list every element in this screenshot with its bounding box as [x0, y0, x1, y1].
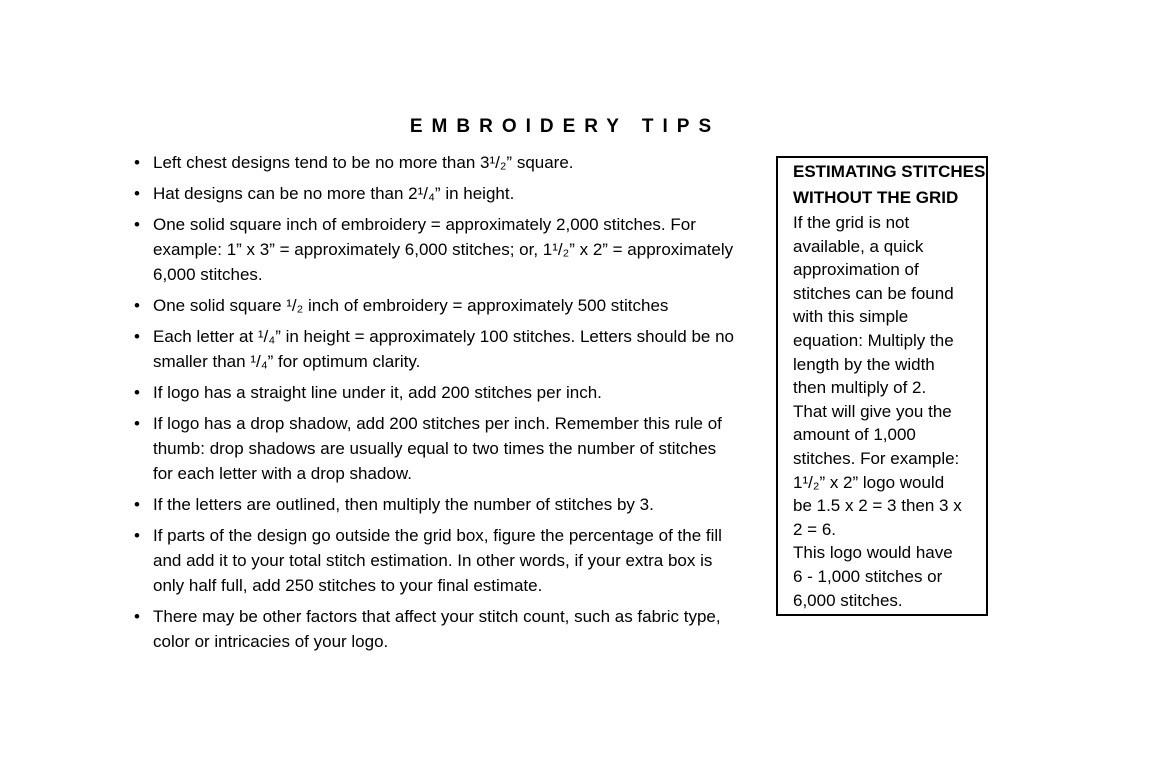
sidebar-title-line: ESTIMATING STITCHES: [793, 162, 986, 181]
tip-line: Left chest designs tend to be no more than 3¹/₂” square.: [153, 153, 574, 172]
tip-item: [134, 324, 776, 374]
tip-line: If logo has a straight line under it, add 200 stitches per inch.: [153, 383, 602, 402]
bullet-icon: •: [134, 495, 140, 514]
tip-item: [134, 181, 776, 206]
estimating-stitches-sidebar: [776, 156, 988, 616]
sidebar-line: approximation of: [793, 260, 919, 280]
tip-item: [134, 212, 776, 287]
sidebar-line: stitches can be found: [793, 283, 954, 303]
bullet-icon: •: [134, 215, 140, 234]
tip-line: There may be other factors that affect your stitch count, such as fabric type,: [153, 607, 721, 626]
bullet-icon: •: [134, 414, 140, 433]
bullet-icon: •: [134, 296, 140, 315]
bullet-icon: •: [134, 526, 140, 545]
tip-line: smaller than ¹/₄” for optimum clarity.: [153, 352, 421, 371]
sidebar-line: then multiply of 2.: [793, 378, 927, 398]
tip-line: One solid square ¹/₂ inch of embroidery = approximately 500 stitches: [153, 296, 669, 315]
tip-item: [134, 604, 776, 654]
tip-line: for each letter with a drop shadow.: [153, 464, 412, 483]
bullet-icon: •: [134, 383, 140, 402]
sidebar-line: with this simple: [793, 307, 909, 327]
sidebar-line: If the grid is not: [793, 213, 910, 232]
tip-line: Hat designs can be no more than 2¹/₄” in height.: [153, 184, 515, 203]
sidebar-line: 6 - 1,000 stitches or: [793, 566, 943, 586]
tip-line: Each letter at ¹/₄” in height = approximately 100 stitches. Letters should be no: [153, 327, 735, 346]
tip-line: If the letters are outlined, then multiply the number of stitches by 3.: [153, 495, 654, 514]
tip-line: If parts of the design go outside the grid box, figure the percentage of the fill: [153, 526, 722, 545]
tip-line: If logo has a drop shadow, add 200 stitches per inch. Remember this rule of: [153, 414, 722, 433]
tip-line: 6,000 stitches.: [153, 265, 263, 284]
sidebar-line: 6,000 stitches.: [793, 590, 903, 610]
tip-item: [134, 523, 776, 598]
sidebar-line: equation: Multiply the: [793, 330, 954, 350]
sidebar-line: 2 = 6.: [793, 519, 837, 539]
sidebar-line: be 1.5 x 2 = 3 then 3 x: [793, 496, 962, 516]
tip-line: thumb: drop shadows are usually equal to two times the number of stitches: [153, 439, 717, 458]
tips-list: [134, 150, 776, 660]
tip-line: and add it to your total stitch estimation. In other words, if your extra box is: [153, 551, 713, 570]
bullet-icon: •: [134, 607, 140, 626]
sidebar-title: [793, 159, 986, 211]
tip-item: [134, 150, 776, 175]
tip-item: [134, 492, 776, 517]
sidebar-line: length by the width: [793, 354, 935, 374]
sidebar-line: available, a quick: [793, 236, 924, 256]
sidebar-line: 1¹/₂” x 2” logo would: [793, 472, 945, 492]
page-title: EMBROIDERY TIPS: [409, 116, 721, 137]
tip-item: [134, 380, 776, 405]
bullet-icon: •: [134, 153, 140, 172]
sidebar-line: amount of 1,000: [793, 425, 916, 445]
sidebar-line: stitches. For example:: [793, 448, 960, 468]
sidebar-body: [793, 211, 986, 612]
sidebar-line: This logo would have: [793, 543, 953, 563]
tip-line: example: 1” x 3” = approximately 6,000 stitches; or, 1¹/₂” x 2” = approximately: [153, 240, 734, 259]
tip-line: color or intricacies of your logo.: [153, 632, 389, 651]
tip-item: [134, 293, 776, 318]
sidebar-line: That will give you the: [793, 401, 952, 421]
bullet-icon: •: [134, 184, 140, 203]
tip-line: One solid square inch of embroidery = approximately 2,000 stitches. For: [153, 215, 696, 234]
sidebar-title-line: WITHOUT THE GRID: [793, 188, 959, 207]
tip-item: [134, 411, 776, 486]
tip-line: only half full, add 250 stitches to your final estimate.: [153, 576, 543, 595]
bullet-icon: •: [134, 327, 140, 346]
